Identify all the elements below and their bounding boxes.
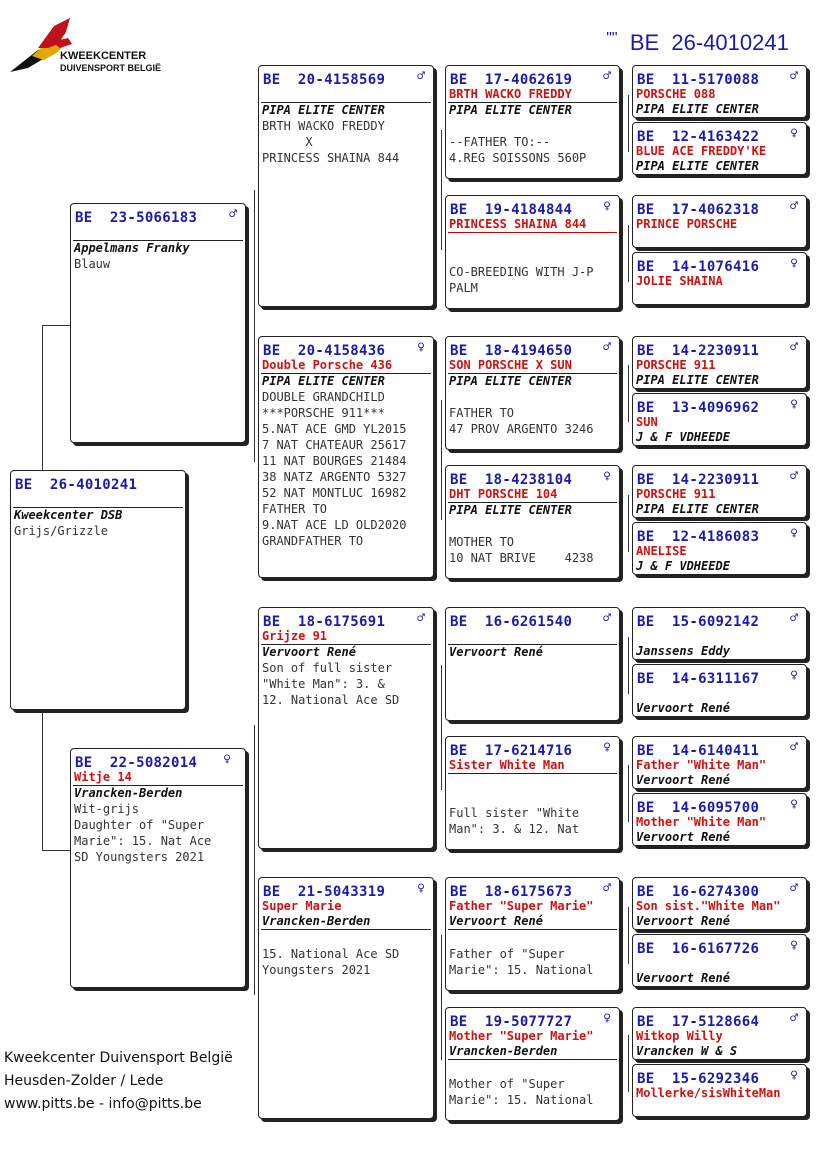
male-icon: ♂ (790, 611, 798, 626)
bird-name: SUN (636, 415, 658, 429)
male-icon: ♂ (603, 69, 611, 84)
ring-number: BE 23-5066183 (75, 210, 198, 226)
ring-number: BE 15-6092142 (637, 614, 760, 630)
connector (628, 907, 629, 964)
ring-number: BE 14-6311167 (637, 671, 760, 687)
connector (628, 495, 629, 552)
bird-info: 15. National Ace SD Youngsters 2021 (262, 947, 400, 977)
bird-name: PORSCHE 911 (636, 487, 716, 501)
divider (261, 929, 431, 930)
connector (441, 130, 442, 250)
great-grandparent-card[interactable] (632, 664, 807, 717)
divider (448, 1059, 617, 1060)
sire-sire-card[interactable] (258, 65, 434, 307)
connector (628, 95, 629, 152)
male-icon: ♂ (603, 611, 611, 626)
great-grandparent-card[interactable] (632, 793, 807, 846)
ring-number: BE 17-6214716 (450, 743, 573, 759)
owner (633, 232, 806, 247)
ring-number: BE 14-6095700 (637, 800, 760, 816)
bird-name: Mollerke/sisWhiteMan (636, 1086, 781, 1100)
bird-info: Blauw (74, 257, 111, 271)
female-icon: ♀ (790, 256, 798, 271)
owner: PIPA ELITE CENTER (262, 103, 385, 117)
female-icon: ♀ (790, 397, 798, 412)
great-grandparent-card[interactable] (632, 465, 807, 518)
bird-name: Sister White Man (449, 758, 565, 772)
connector (254, 190, 255, 462)
ring-number: BE 17-4062318 (637, 202, 760, 218)
owner: Vrancken-Berden (74, 786, 183, 800)
owner: Vervoort René (262, 645, 356, 659)
owner: PIPA ELITE CENTER (636, 159, 759, 173)
male-icon: ♂ (417, 69, 425, 84)
dam-dam-dam-card[interactable] (445, 1007, 620, 1121)
bird-name: PORSCHE 911 (636, 358, 716, 372)
owner: PIPA ELITE CENTER (449, 503, 572, 517)
great-grandparent-card[interactable] (632, 336, 807, 389)
owner: PIPA ELITE CENTER (636, 102, 759, 116)
owner: Kweekcenter DSB (14, 508, 123, 522)
owner: Appelmans Franky (74, 241, 190, 255)
dam-sire-sire-card[interactable] (445, 607, 620, 721)
owner: Vervoort René (636, 914, 730, 928)
owner: PIPA ELITE CENTER (636, 502, 759, 516)
owner: Janssens Eddy (636, 644, 730, 658)
ring-number: BE 16-6167726 (637, 941, 760, 957)
ring-number: BE 12-4186083 (637, 529, 760, 545)
owner: Vrancken-Berden (449, 1044, 558, 1058)
connector (628, 365, 629, 422)
bird-name: Witje 14 (74, 770, 132, 784)
bird-info: FATHER TO 47 PROV ARGENTO 3246 (449, 406, 594, 436)
female-icon: ♀ (417, 881, 425, 896)
connector (441, 665, 442, 790)
bird-name: SON PORSCHE X SUN (449, 358, 572, 372)
owner (633, 289, 806, 304)
bird-info: BRTH WACKO FREDDY X PRINCESS SHAINA 844 (262, 119, 400, 165)
bird-name: BRTH WACKO FREDDY (449, 87, 572, 101)
ring-number: BE 18-6175673 (450, 884, 573, 900)
male-icon: ♂ (790, 469, 798, 484)
dam-sire-card[interactable] (258, 607, 434, 849)
bird-info: CO-BREEDING WITH J-P PALM (449, 265, 594, 295)
ring-number: BE 13-4096962 (637, 400, 760, 416)
female-icon: ♀ (603, 469, 611, 484)
logo-text-1: KWEEKCENTER (60, 50, 147, 62)
ring-number: BE 16-6274300 (637, 884, 760, 900)
bird-name: Double Porsche 436 (262, 358, 393, 372)
owner: Vervoort René (449, 914, 543, 928)
dam-dam-sire-card[interactable] (445, 877, 620, 991)
owner (446, 774, 619, 789)
bird-info: Wit-grijs Daughter of "Super Marie": 15. Nat Ace SD Youngsters 2021 (74, 802, 212, 864)
connector (42, 325, 70, 326)
great-grandparent-card[interactable] (632, 122, 807, 175)
owner (446, 233, 619, 248)
bird-name (71, 225, 245, 240)
great-grandparent-card[interactable] (632, 252, 807, 305)
subject-card[interactable] (10, 470, 186, 710)
great-grandparent-card[interactable] (632, 1007, 807, 1060)
bird-name (259, 87, 433, 102)
owner: Vervoort René (636, 701, 730, 715)
female-icon: ♀ (790, 126, 798, 141)
owner: PIPA ELITE CENTER (449, 374, 572, 388)
great-grandparent-card[interactable] (632, 607, 807, 660)
bird-name (633, 956, 806, 971)
bird-info: --FATHER TO:-- 4.REG SOISSONS 560P (449, 135, 587, 165)
owner: Vervoort René (636, 773, 730, 787)
logo (8, 16, 178, 80)
bird-info: Son of full sister "White Man": 3. & 12. National Ace SD (262, 661, 400, 707)
connector (628, 225, 629, 282)
owner: Vervoort René (449, 645, 543, 659)
dam-dam-card[interactable] (258, 877, 434, 1119)
sire-card[interactable] (70, 203, 246, 443)
owner: J & F VDHEEDE (636, 430, 730, 444)
ring-number: BE 14-1076416 (637, 259, 760, 275)
male-icon: ♂ (229, 207, 237, 222)
male-icon: ♂ (417, 611, 425, 626)
bird-name (11, 492, 185, 507)
great-grandparent-card[interactable] (632, 65, 807, 118)
ring-number: BE 19-5077727 (450, 1014, 573, 1030)
bird-info: MOTHER TO 10 NAT BRIVE 4238 (449, 535, 594, 565)
ring-number: BE 14-6140411 (637, 743, 760, 759)
male-icon: ♂ (790, 69, 798, 84)
bird-info: DOUBLE GRANDCHILD ***PORSCHE 911*** 5.NAT ACE GMD YL2015 7 NAT CHATEAUR 25617 11 NAT BOURGES 21484 38 NATZ ARGENTO 5327 52 NAT MONTLUC 16982 FATHER TO 9.NAT ACE LD OLD2020 GRANDFATHER TO (262, 390, 407, 548)
connector (42, 850, 70, 851)
bird-name: PRINCESS SHAINA 844 (449, 217, 587, 231)
ring-number: BE 22-5082014 (75, 755, 198, 771)
owner: Vrancken W & S (636, 1044, 738, 1058)
bird-name (633, 629, 806, 644)
bird-name (446, 629, 619, 644)
male-icon: ♂ (603, 881, 611, 896)
divider (448, 929, 617, 930)
female-icon: ♀ (790, 668, 798, 683)
owner: PIPA ELITE CENTER (449, 103, 572, 117)
footer-location: Heusden-Zolder / Lede (4, 1073, 164, 1089)
great-grandparent-card[interactable] (632, 1064, 807, 1117)
owner: Vrancken-Berden (262, 914, 371, 928)
owner (633, 1101, 806, 1116)
dam-card[interactable] (70, 748, 246, 988)
male-icon: ♂ (603, 340, 611, 355)
owner: PIPA ELITE CENTER (262, 374, 385, 388)
great-grandparent-card[interactable] (632, 522, 807, 575)
owner: PIPA ELITE CENTER (636, 373, 759, 387)
bird-name: JOLIE SHAINA (636, 274, 723, 288)
ring-number: BE 16-6261540 (450, 614, 573, 630)
title-quotes: "" (606, 30, 618, 47)
ring-number: BE 12-4163422 (637, 129, 760, 145)
owner: J & F VDHEEDE (636, 559, 730, 573)
bird-name: Witkop Willy (636, 1029, 723, 1043)
bird-name: Son sist."White Man" (636, 899, 781, 913)
male-icon: ♂ (790, 199, 798, 214)
bird-info: Father of "Super Marie": 15. National (449, 947, 594, 977)
female-icon: ♀ (603, 1011, 611, 1026)
female-icon: ♀ (603, 740, 611, 755)
ring-number: BE 26-4010241 (15, 477, 138, 493)
bird-name: DHT PORSCHE 104 (449, 487, 558, 501)
connector (628, 1035, 629, 1092)
female-icon: ♀ (790, 797, 798, 812)
great-grandparent-card[interactable] (632, 934, 807, 987)
male-icon: ♂ (790, 740, 798, 755)
female-icon: ♀ (603, 199, 611, 214)
bird-info: Mother of "Super Marie": 15. National (449, 1077, 594, 1107)
connector (441, 400, 442, 520)
female-icon: ♀ (790, 526, 798, 541)
female-icon: ♀ (790, 1068, 798, 1083)
male-icon: ♂ (790, 881, 798, 896)
footer-contact[interactable]: www.pitts.be - info@pitts.be (4, 1096, 202, 1112)
bird-name: Father "White Man" (636, 758, 767, 772)
female-icon: ♀ (223, 752, 231, 767)
sire-dam-dam-card[interactable] (445, 465, 620, 579)
bird-name: Mother "White Man" (636, 815, 767, 829)
bird-name: PRINCE PORSCHE (636, 217, 738, 231)
bird-name: PORSCHE 088 (636, 87, 716, 101)
ring-number: BE 19-4184844 (450, 202, 573, 218)
ring-number: BE 18-4194650 (450, 343, 573, 359)
dam-sire-dam-card[interactable] (445, 736, 620, 850)
ring-number: BE 17-5128664 (637, 1014, 760, 1030)
ring-number: BE 15-6292346 (637, 1071, 760, 1087)
great-grandparent-card[interactable] (632, 393, 807, 446)
ring-number: BE 11-5170088 (637, 72, 760, 88)
connector (254, 725, 255, 995)
bird-name: Grijze 91 (262, 629, 328, 643)
female-icon: ♀ (417, 340, 425, 355)
ring-number: BE 18-4238104 (450, 472, 573, 488)
sire-dam-card[interactable] (258, 336, 434, 578)
great-grandparent-card[interactable] (632, 736, 807, 789)
bird-name: BLUE ACE FREDDY'KE (636, 144, 767, 158)
ring-number: BE 20-4158569 (263, 72, 386, 88)
bird-name (633, 686, 806, 701)
connector (628, 765, 629, 822)
bird-info: Grijs/Grizzle (14, 524, 108, 538)
sire-dam-sire-card[interactable] (445, 336, 620, 450)
logo-text-2: DUIVENSPORT BELGIË (60, 63, 162, 73)
connector (628, 637, 629, 694)
bird-name: Father "Super Marie" (449, 899, 594, 913)
sire-sire-sire-card[interactable] (445, 65, 620, 179)
title-ring: BE 26-4010241 (629, 30, 789, 55)
female-icon: ♀ (790, 938, 798, 953)
owner: Vervoort René (636, 971, 730, 985)
ring-number: BE 21-5043319 (263, 884, 386, 900)
pedigree-title (594, 4, 789, 56)
owner: Vervoort René (636, 830, 730, 844)
male-icon: ♂ (790, 1011, 798, 1026)
male-icon: ♂ (790, 340, 798, 355)
bird-name: ANELISE (636, 544, 687, 558)
ring-number: BE 18-6175691 (263, 614, 386, 630)
great-grandparent-card[interactable] (632, 877, 807, 930)
sire-sire-dam-card[interactable] (445, 195, 620, 309)
ring-number: BE 20-4158436 (263, 343, 386, 359)
footer-name: Kweekcenter Duivensport België (4, 1050, 233, 1066)
bird-name: Mother "Super Marie" (449, 1029, 594, 1043)
connector (441, 935, 442, 1060)
ring-number: BE 14-2230911 (637, 472, 760, 488)
bird-name: Super Marie (262, 899, 342, 913)
bird-info: Full sister "White Man": 3. & 12. Nat (449, 806, 580, 836)
ring-number: BE 17-4062619 (450, 72, 573, 88)
ring-number: BE 14-2230911 (637, 343, 760, 359)
great-grandparent-card[interactable] (632, 195, 807, 248)
